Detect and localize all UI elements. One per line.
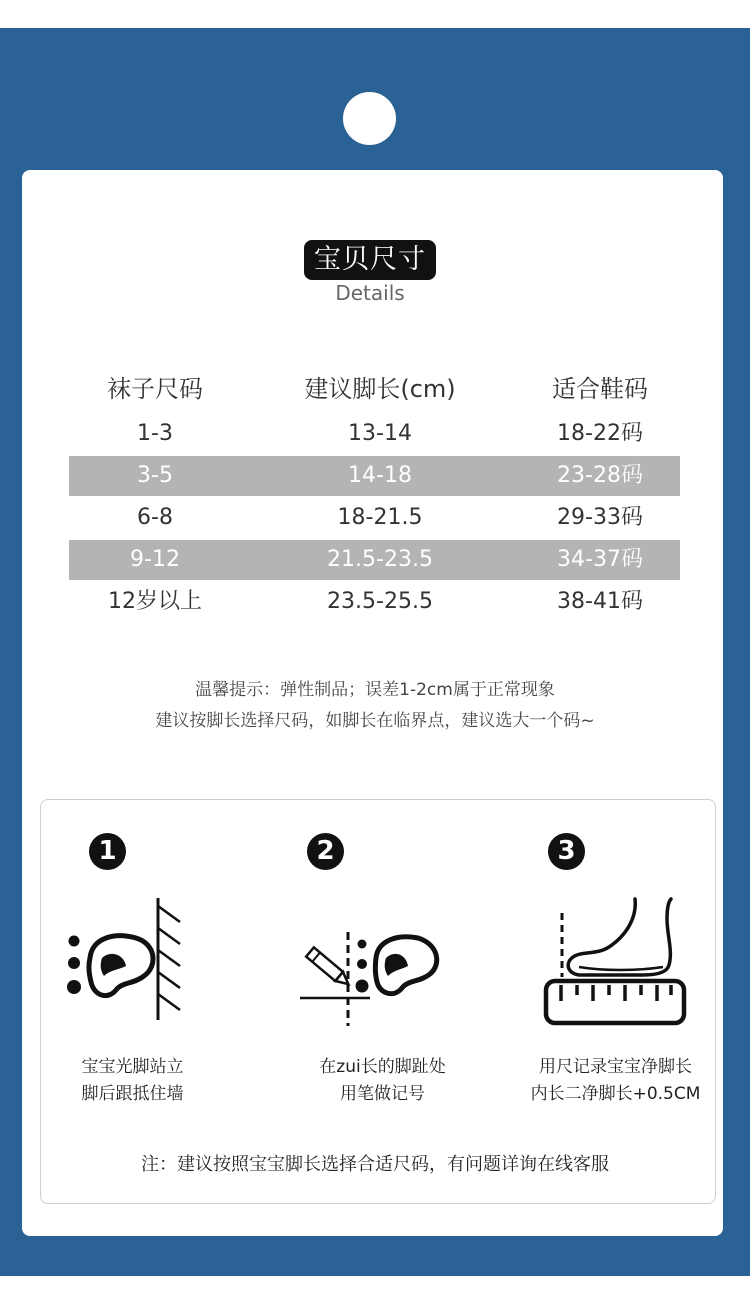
step-2-text	[290, 1054, 475, 1108]
header-foot-length: 建议脚长(cm)	[304, 375, 456, 403]
cell-sock-size: 6-8	[137, 505, 173, 530]
tip-line-2: 建议按脚长选择尺码，如脚长在临界点，建议选大一个码~	[155, 711, 595, 731]
step-2-number: 2	[307, 833, 344, 870]
table-row	[69, 540, 680, 580]
tip-line-1: 温馨提示：弹性制品；误差1-2cm属于正常现象	[195, 680, 555, 700]
cell-sock-size: 3-5	[137, 463, 173, 488]
table-row	[69, 414, 680, 454]
step-3-line-2: 内长二净脚长+0.5CM	[530, 1084, 701, 1104]
step-2-line-2: 用笔做记号	[340, 1084, 425, 1104]
step-1-number: 1	[89, 833, 126, 870]
cell-sock-size: 1-3	[137, 421, 173, 446]
cell-shoe-size: 29-33码	[557, 505, 643, 530]
cell-foot-length: 18-21.5	[337, 505, 423, 530]
step-3-line-1: 用尺记录宝宝净脚长	[539, 1057, 692, 1077]
cell-sock-size: 12岁以上	[108, 589, 202, 614]
page-title: 宝贝尺寸	[304, 240, 436, 280]
cell-sock-size: 9-12	[130, 547, 180, 572]
foot-against-wall-icon	[58, 896, 188, 1026]
hang-hole	[343, 92, 396, 145]
step-3-number: 3	[548, 833, 585, 870]
header-shoe-size: 适合鞋码	[552, 375, 648, 403]
table-row	[69, 498, 680, 538]
cell-foot-length: 21.5-23.5	[327, 547, 433, 572]
step-2-line-1: 在zui长的脚趾处	[319, 1057, 446, 1077]
header-sock-size: 袜子尺码	[107, 375, 203, 403]
bottom-note: 注：建议按照宝宝脚长选择合适尺码，有问题详询在线客服	[141, 1154, 609, 1175]
cell-shoe-size: 34-37码	[557, 547, 643, 572]
cell-foot-length: 14-18	[348, 463, 412, 488]
cell-shoe-size: 23-28码	[557, 463, 643, 488]
cell-shoe-size: 18-22码	[557, 421, 643, 446]
pencil-mark-toe-icon	[296, 922, 446, 1026]
step-1-line-2: 脚后跟抵住墙	[81, 1084, 184, 1104]
page-subtitle: Details	[335, 281, 405, 305]
cell-shoe-size: 38-41码	[557, 589, 643, 614]
cell-foot-length: 13-14	[348, 421, 412, 446]
table-row	[69, 582, 680, 622]
cell-foot-length: 23.5-25.5	[327, 589, 433, 614]
ruler-measure-foot-icon	[543, 895, 688, 1030]
step-3-text	[518, 1054, 713, 1108]
table-row	[69, 456, 680, 496]
step-1-line-1: 宝宝光脚站立	[81, 1057, 184, 1077]
step-1-text	[45, 1054, 220, 1108]
